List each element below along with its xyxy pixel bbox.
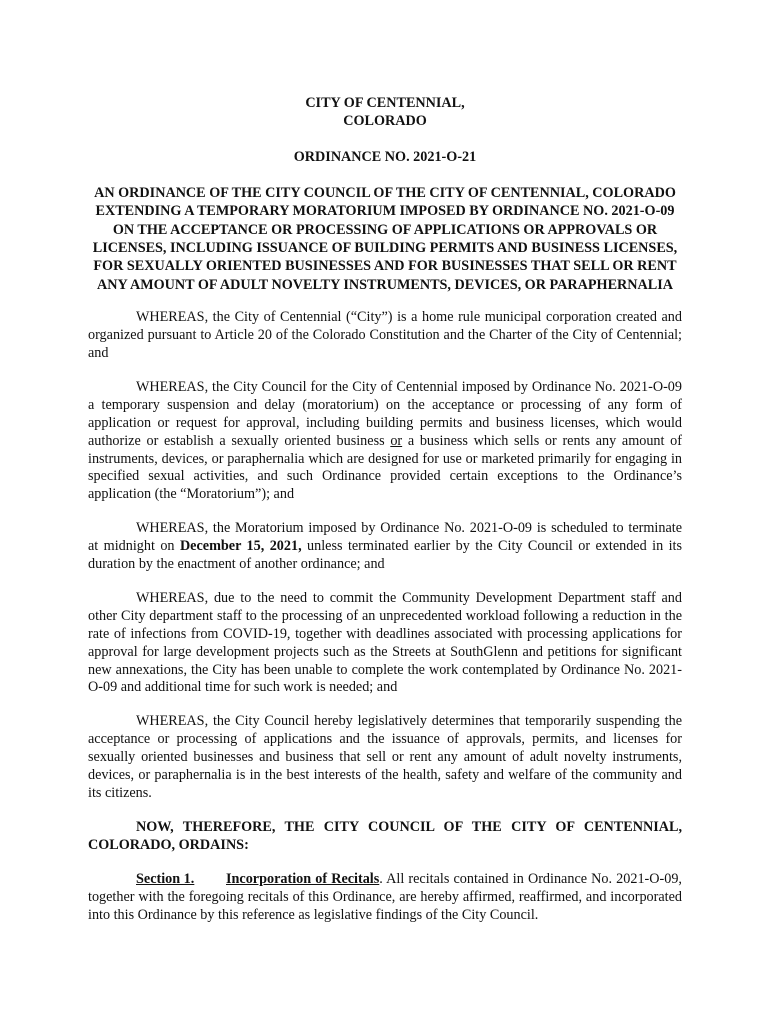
whereas-paragraph-4: WHEREAS, due to the need to commit the Community Development Department staff and other City department staff to the processing of an unprecedented workload following a reduction in the rate of infections from COVID-19, together with deadlines associated with processing applications for approval for large development projects such as the Streets at SouthGlenn and petitions for significant new annexations, the City has been unable to complete the work contemplated by Ordinance No. 2021-O-09 and additional time for such work is needed; and: [88, 589, 682, 696]
whereas-3-date: December 15, 2021,: [179, 538, 302, 555]
whereas-2-text-a: WHEREAS, the City Council for the City of Centennial imposed by Ordinance No. 2021-O-09 a temporary suspension and delay (moratorium) on the acceptance or processing of any form of application or request for approval, including building permits and business licenses, which would authorize or establish a sexually oriented business: [88, 378, 682, 449]
whereas-2-text-b: a business which sells or rents any amount of instruments, devices, or paraphernalia which are designed for use or marketed primarily for engaging in specified sexual activities, and such Ordinance provided certain exceptions to the Ordinance’s application (the “Moratorium”); and: [88, 432, 682, 503]
section-1-label: Section 1.: [136, 870, 195, 887]
city-heading: CITY OF CENTENNIAL,: [305, 95, 465, 111]
whereas-paragraph-3: [88, 520, 682, 574]
section-1-heading: Incorporation of Recitals: [226, 870, 380, 887]
ordinance-title: AN ORDINANCE OF THE CITY COUNCIL OF THE CITY OF CENTENNIAL, COLORADO EXTENDING A TEMPORARY MORATORIUM IMPOSED BY ORDINANCE NO. 2021-O-09 ON THE ACCEPTANCE OR PROCESSING OF APPLICATIONS OR APPROVALS OR LICENSES, INCLUDING ISSUANCE OF BUILDING PERMITS AND BUSINESS LICENSES, FOR SEXUALLY ORIENTED BUSINESSES AND FOR BUSINESSES THAT SELL OR RENT ANY AMOUNT OF ADULT NOVELTY INSTRUMENTS, DEVICES, OR PARAPHERNALIA: [92, 184, 678, 293]
whereas-paragraph-5: WHEREAS, the City Council hereby legislatively determines that temporarily suspending the acceptance or processing of applications and the issuance of approvals, permits, and licenses for sexually oriented businesses and business that sell or rent any amount of adult novelty instruments, devices, or paraphernalia is in the best interests of the health, safety and welfare of the community and its citizens.: [88, 713, 682, 801]
whereas-2-underlined-or: or: [390, 432, 403, 449]
document-page: [88, 95, 682, 924]
ordains-clause: NOW, THEREFORE, THE CITY COUNCIL OF THE CITY OF CENTENNIAL, COLORADO, ORDAINS:: [88, 818, 682, 853]
ordinance-number: ORDINANCE NO. 2021-O-21: [293, 148, 477, 165]
section-1-text: . All recitals contained in Ordinance No. 2021-O-09, together with the foregoing recitals of this Ordinance, are hereby affirmed, reaffirmed, and incorporated into this Ordinance by this reference as legislative findings of the City Council.: [88, 870, 682, 923]
whereas-3-text-a: WHEREAS, the Moratorium imposed by Ordinance No. 2021-O-09 is scheduled to terminate at midnight on: [88, 520, 682, 555]
state-heading: COLORADO: [343, 112, 427, 129]
whereas-paragraph-2: [88, 379, 682, 504]
whereas-3-text-b: unless terminated earlier by the City Council or extended in its duration by the enactment of another ordinance; and: [88, 538, 682, 573]
whereas-paragraph-1: WHEREAS, the City of Centennial (“City”) is a home rule municipal corporation created and organized pursuant to Article 20 of the Colorado Constitution and the Charter of the City of Centennial; and: [88, 309, 682, 361]
section-1-paragraph: [88, 871, 682, 925]
